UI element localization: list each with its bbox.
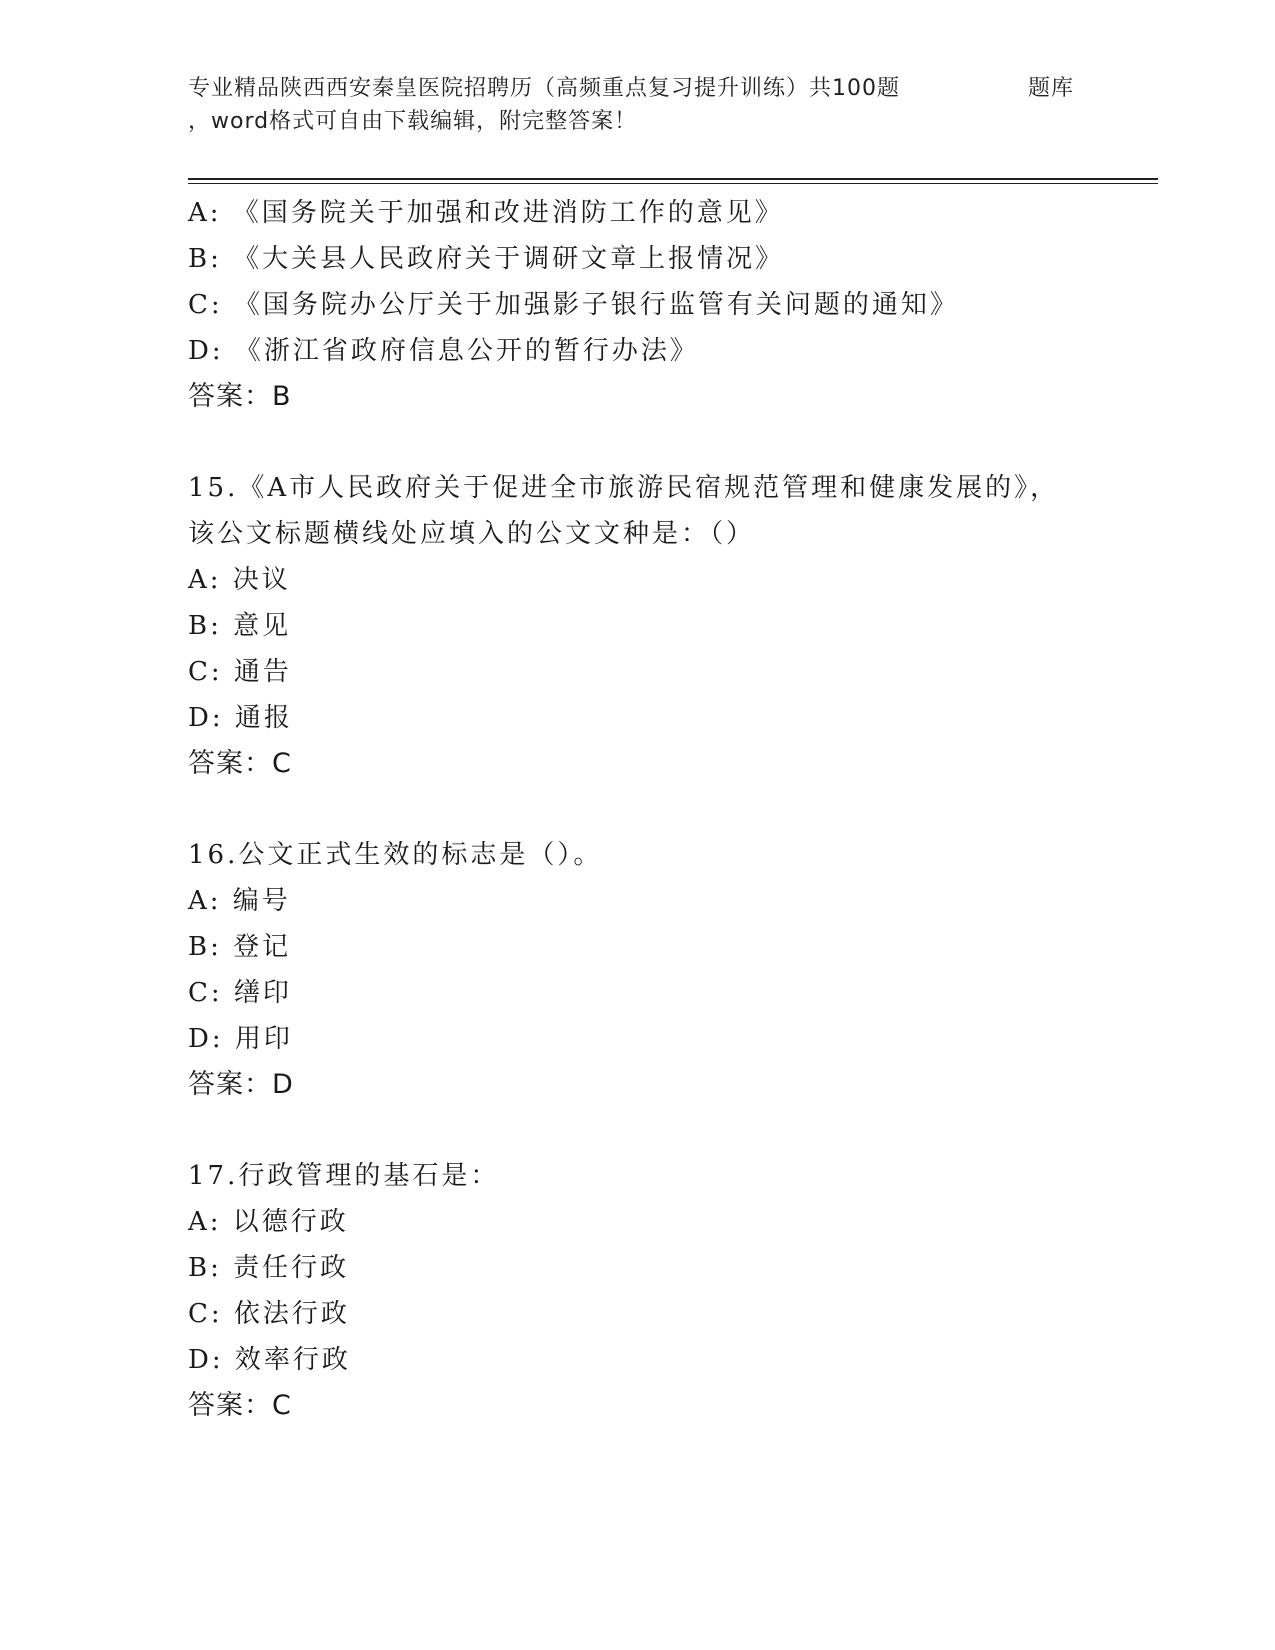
option-a: A: 以德行政 — [188, 1207, 349, 1237]
question-14-block — [188, 190, 1148, 420]
answer-line: 答案：C — [188, 748, 292, 779]
header-title: 专业精品陕西西安秦皇医院招聘历（高频重点复习提升训练）共100题 — [188, 76, 900, 101]
option-d: D: 通报 — [188, 703, 293, 733]
option-a: A: 编号 — [188, 886, 291, 916]
question-stem: 17.行政管理的基石是： — [188, 1161, 500, 1191]
option-c: C: 通告 — [188, 657, 292, 687]
question-stem: 15.《A市人民政府关于促进全市旅游民宿规范管理和健康发展的》， — [188, 473, 1060, 503]
option-b: B: 《大关县人民政府关于调研文章上报情况》 — [188, 244, 785, 274]
header-divider-thin — [188, 183, 1158, 184]
option-d: D: 用印 — [188, 1024, 293, 1054]
question-15-block — [188, 465, 1148, 787]
header-subtitle: ，word格式可自由下载编辑，附完整答案！ — [188, 109, 638, 134]
option-a: A: 决议 — [188, 565, 291, 595]
option-d: D: 效率行政 — [188, 1345, 351, 1375]
option-c: C: 依法行政 — [188, 1299, 350, 1329]
header-title-line — [188, 72, 1158, 105]
option-b: B: 责任行政 — [188, 1253, 350, 1283]
question-17-block — [188, 1153, 1148, 1429]
question-content — [188, 190, 1148, 1429]
header-tag: 题库 — [1028, 76, 1075, 101]
answer-line: 答案：B — [188, 381, 292, 412]
question-16-block — [188, 832, 1148, 1108]
answer-line: 答案：D — [188, 1069, 294, 1100]
option-b: B: 意见 — [188, 611, 292, 641]
option-b: B: 登记 — [188, 932, 292, 962]
header-divider-thick — [188, 178, 1158, 180]
document-header — [188, 72, 1158, 138]
answer-line: 答案：C — [188, 1390, 292, 1421]
option-d: D: 《浙江省政府信息公开的暂行办法》 — [188, 336, 699, 366]
question-stem: 16.公文正式生效的标志是（）。 — [188, 840, 603, 870]
option-c: C: 《国务院办公厅关于加强影子银行监管有关问题的通知》 — [188, 290, 959, 320]
question-stem-continued: 该公文标题横线处应填入的公文文种是：（） — [188, 519, 756, 549]
option-a: A: 《国务院关于加强和改进消防工作的意见》 — [188, 198, 784, 228]
option-c: C: 缮印 — [188, 978, 292, 1008]
